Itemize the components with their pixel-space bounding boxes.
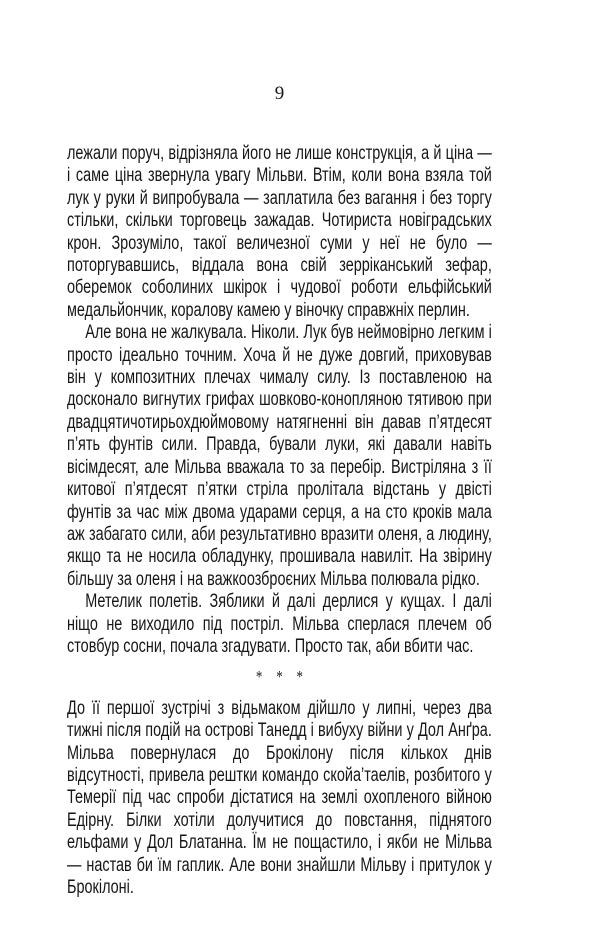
section-separator: * * * [255, 667, 309, 687]
paragraph-continuation: лежали поруч, відрізняла його не лише конструкція, а й ціна — і саме ціна звернула увагу Мільви. Втім, коли вона взяла той лук у руки й випробувала — заплатила без вагання і без торгу стільки, скільки торговець зажадав. Чотириста новіградських крон. Зрозуміло, такої величезної суми у неї не було — поторгувавшись, віддала вона свій зерріканський зефар, оберемок соболиних шкірок і чудової роботи ельфійський медальйончик, коралову камею у віночку справжніх перлин. [67, 143, 492, 321]
page-number: 9 [274, 83, 285, 104]
paragraph: До її першої зустрічі з відьмаком дійшло у липні, через два тижні після подій на острові Танедд і вибуху війни у Дол Анґра. Мільва повернулася до Брокілону після кількох днів відсутності, привела рештки командо скойа’таелів, розбитого у Темерії під час спроби дістатися на землі охопленого війною Едірну. Білки хотіли долучитися до повстання, піднятого ельфами у Дол Блатанна. Їм не пощастило, і якби не Мільва — настав би їм гаплик. Але вони знайшли Мільву і притулок у Брокілоні. [67, 697, 492, 898]
paragraph: Метелик полетів. Зяблики й далі дерлися у кущах. І далі ніщо не виходило під постріл. Мільва сперлася плечем об стовбур сосни, почала згадувати. Просто так, аби вбити час. [67, 591, 492, 657]
page-text-block [67, 143, 492, 899]
paragraph: Але вона не жалкувала. Ніколи. Лук був неймовірно легким і просто ідеально точним. Хоча й не дуже довгий, приховував він у композитних плечах чималу силу. Із поставленою на досконало вигнутих грифах шовково-конопляною тятивою при двадцятичотирьохдюймовому натягненні він давав п’ятдесят п’ять фунтів сили. Правда, бували луки, які давали навіть вісімдесят, але Мільва вважала то за перебір. Вистріляна з її китової п’ятдесят п’ятки стріла пролітала відстань у двісті фунтів за час між двома ударами серця, а на сто кроків мала аж забагато сили, аби результативно вразити оленя, а людину, якщо та не носила обладунку, прошивала навиліт. На звірину більшу за оленя і на важкоозброєних Мільва полювала рідко. [67, 322, 492, 590]
